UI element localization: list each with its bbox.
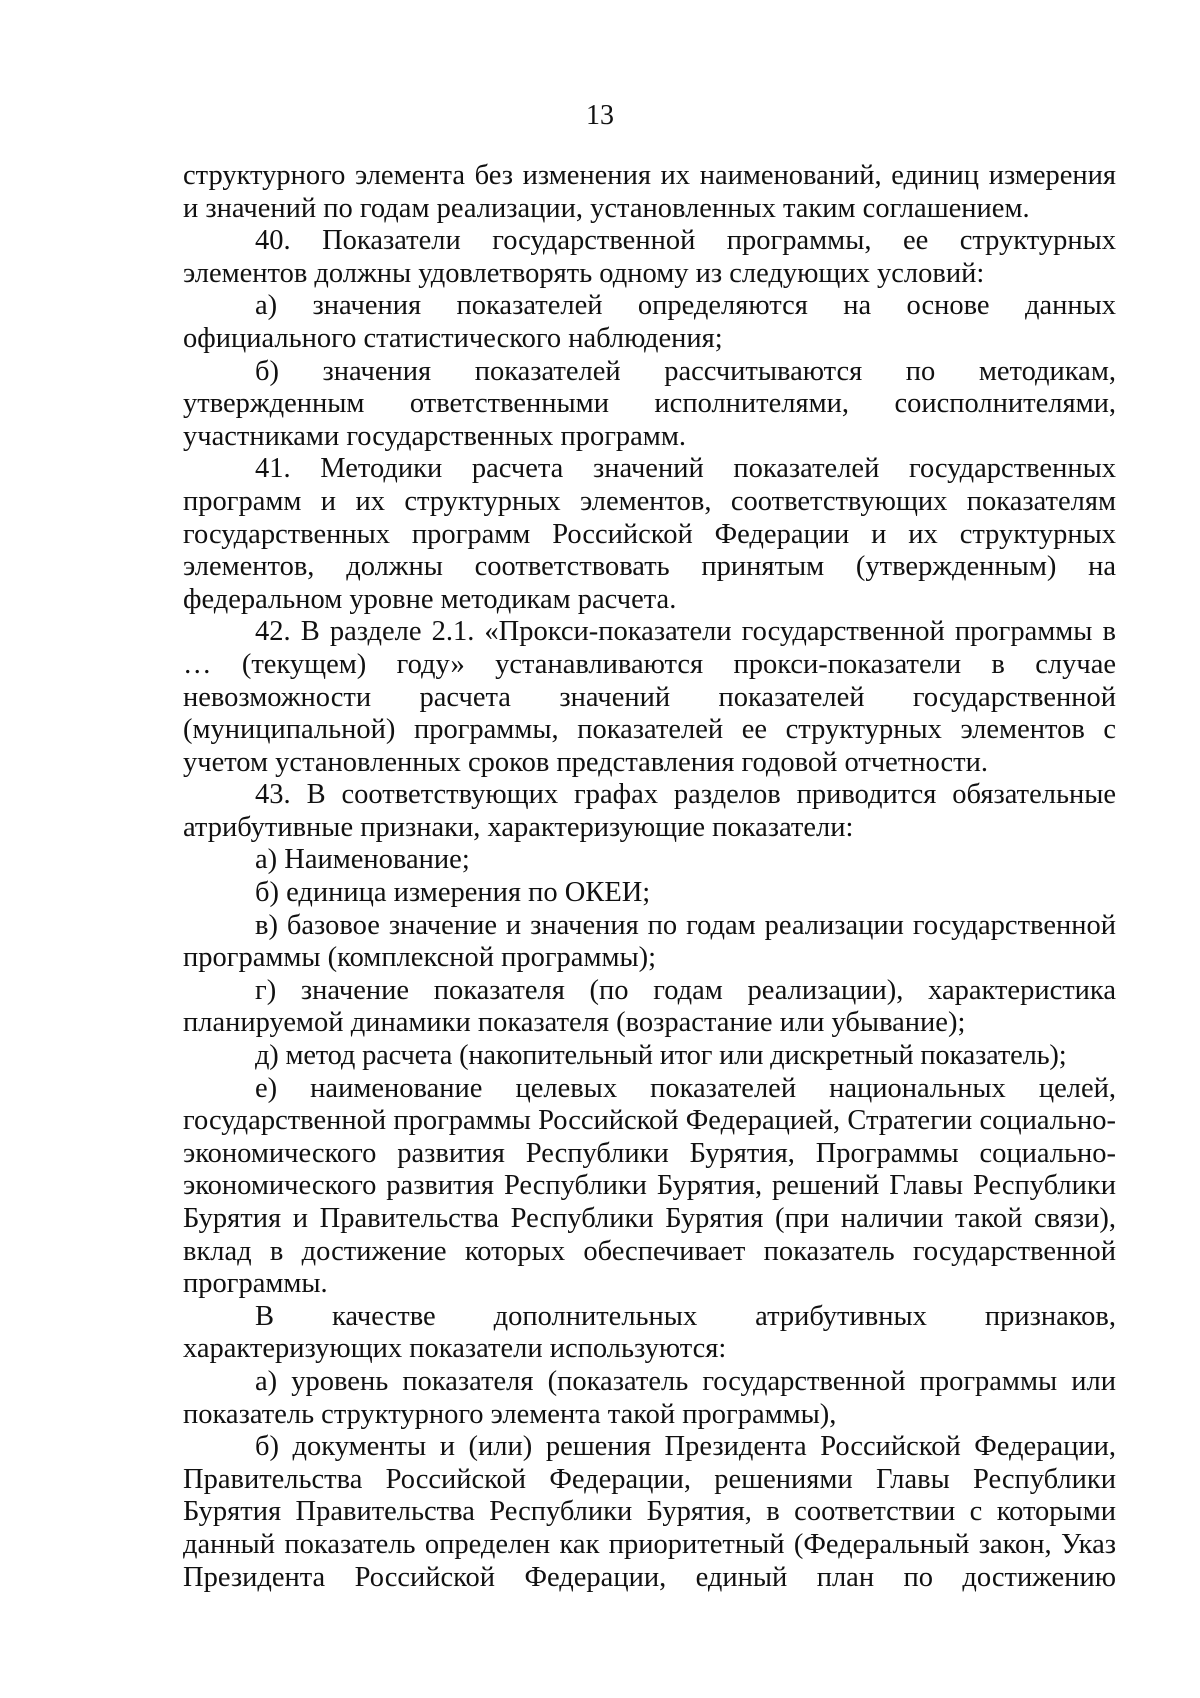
list-item-43g: г) значение показателя (по годам реализации), характеристика планируемой динамики показателя (возрастание или убывание); bbox=[183, 974, 1116, 1039]
paragraph-continuation: структурного элемента без изменения их наименований, единиц измерения и значений по годам реализации, установленных таким соглашением. bbox=[183, 160, 1116, 224]
list-item-43d: д) метод расчета (накопительный итог или дискретный показатель); bbox=[255, 1040, 1067, 1072]
list-item-43b: б) единица измерения по ОКЕИ; bbox=[255, 877, 651, 909]
list-item-40b: б) значения показателей рассчитываются по методикам, утвержденным ответственными исполнителями, соисполнителями, участниками государственных программ. bbox=[183, 355, 1116, 452]
paragraph-40: 40. Показатели государственной программы, ее структурных элементов должны удовлетворять одному из следующих условий: bbox=[183, 225, 1116, 289]
paragraph-42: 42. В разделе 2.1. «Прокси-показатели государственной программы в … (текущем) году» устанавливаются прокси-показатели в случае невозможности расчета значений показателей государственной (муниципальной) программы, показателей ее структурных элементов с учетом установленных сроков представления годовой отчетности. bbox=[183, 616, 1116, 778]
list-item-40a: а) значения показателей определяются на основе данных официального статистического наблюдения; bbox=[183, 290, 1116, 354]
list-item-additional-a: а) уровень показателя (показатель государственной программы или показатель структурного элемента такой программы), bbox=[183, 1365, 1116, 1430]
document-body bbox=[183, 160, 1116, 1594]
page-number: 13 bbox=[586, 100, 614, 131]
list-item-43a: а) Наименование; bbox=[255, 844, 470, 876]
list-item-43e: е) наименование целевых показателей национальных целей, государственной программы Российской Федерацией, Стратегии социально-экономического развития Республики Бурятия, Программы социально-экономического развития Республики Бурятия, решений Главы Республики Бурятия и Правительства Республики Бурятия (при наличии такой связи), вклад в достижение которых обеспечивает показатель государственной программы. bbox=[183, 1072, 1116, 1300]
paragraph-41: 41. Методики расчета значений показателей государственных программ и их структурных элементов, соответствующих показателям государственных программ Российской Федерации и их структурных элементов, должны соответствовать принятым (утвержденным) на федеральном уровне методикам расчета. bbox=[183, 453, 1116, 615]
paragraph-43: 43. В соответствующих графах разделов приводится обязательные атрибутивные признаки, характеризующие показатели: bbox=[183, 779, 1116, 843]
list-item-43v: в) базовое значение и значения по годам реализации государственной программы (комплексной программы); bbox=[183, 909, 1116, 974]
paragraph-additional-attributes: В качестве дополнительных атрибутивных признаков, характеризующих показатели используются: bbox=[183, 1300, 1116, 1365]
list-item-additional-b: б) документы и (или) решения Президента Российской Федерации, Правительства Российской Федерации, решениями Главы Республики Бурятия Правительства Республики Бурятия, в соответствии с которыми данный показатель определен как приоритетный (Федеральный закон, Указ Президента Российской Федерации, единый план по достижению bbox=[183, 1431, 1116, 1593]
